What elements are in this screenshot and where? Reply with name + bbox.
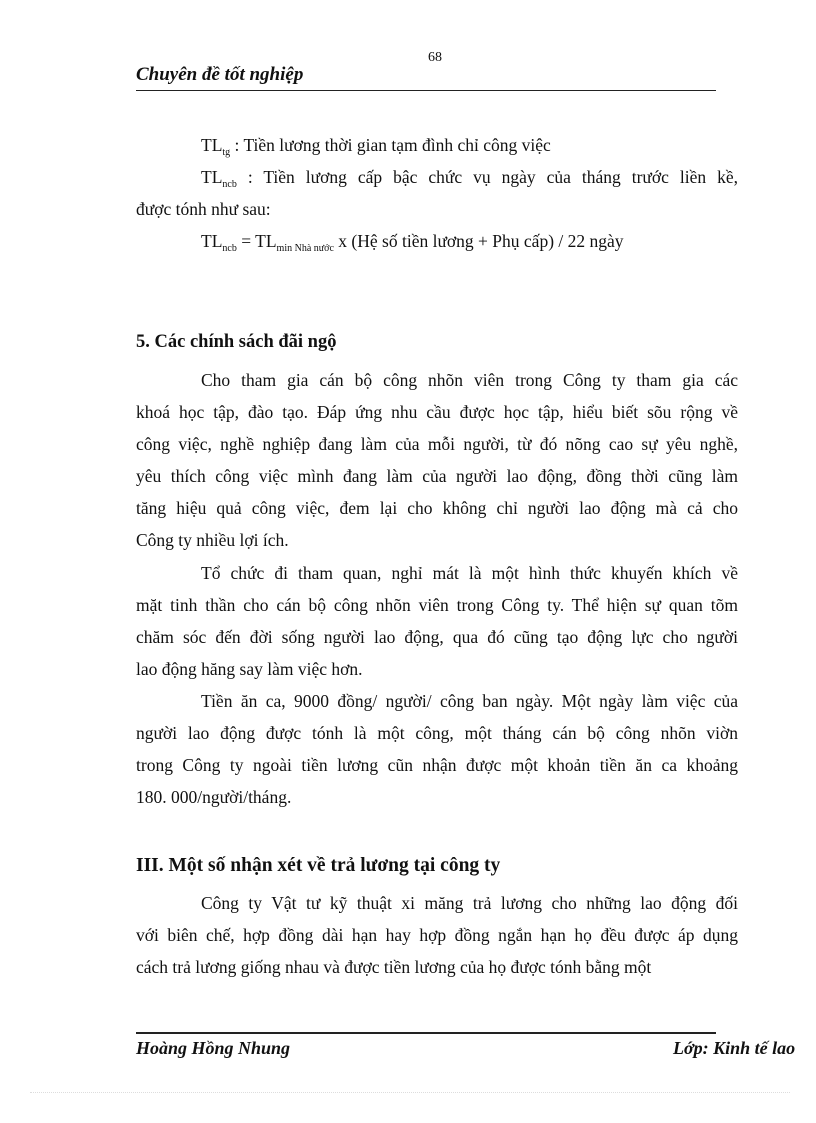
paragraph-line: công việc, nghề nghiệp đang làm của mỗi người, từ đó nõng cao sự yêu nghề, (136, 434, 738, 454)
tl-ncb-line (201, 167, 738, 191)
paragraph-line: tăng hiệu quả công việc, đem lại cho không chỉ người lao động mà cả cho (136, 498, 738, 518)
tl-tg-line (201, 135, 551, 159)
eq-rest: x (Hệ số tiền lương + Phụ cấp) / 22 ngày (338, 231, 624, 251)
tl-ncb-base: TL (201, 167, 223, 187)
paragraph-line: với biên chế, hợp đồng dài hạn hay hợp đồng ngắn hạn họ đều được áp dụng (136, 925, 738, 945)
page-number: 68 (428, 50, 442, 65)
footer-rule (136, 1032, 716, 1034)
eq-lhs-sub: ncb (222, 243, 237, 254)
tl-tg-text: : Tiền lương thời gian tạm đình chỉ công việc (234, 135, 551, 155)
paragraph-line: khoá học tập, đào tạo. Đáp ứng nhu cầu được học tập, hiểu biết sõu rộng về (136, 402, 738, 422)
footer-author: Hoàng Hồng Nhung (136, 1038, 291, 1058)
header-rule (136, 90, 716, 91)
paragraph-line: Cho tham gia cán bộ công nhõn viên trong Công ty tham gia các (201, 370, 738, 390)
tl-tg-sub: tg (222, 147, 231, 158)
footer-class: Lớp: Kinh tế lao (673, 1038, 796, 1058)
section-5-heading: 5. Các chính sách đãi ngộ (136, 332, 337, 352)
eq-rhs-base: TL (255, 231, 277, 251)
paragraph-line: yêu thích công việc mình đang làm của người lao động, đồng thời cũng làm (136, 466, 738, 486)
paragraph-line: người lao động được tónh là một công, một tháng cán bộ công nhõn viờn (136, 723, 738, 743)
paragraph-line: mặt tinh thần cho cán bộ công nhõn viên trong Công ty. Thể hiện sự quan tõm (136, 595, 738, 615)
paragraph-line: trong Công ty ngoài tiền lương cũn nhận được một khoản tiền ăn ca khoảng (136, 755, 738, 775)
section-3-heading: III. Một số nhận xét về trả lương tại công ty (136, 855, 501, 876)
eq-rhs-sub: min Nhà nước (276, 243, 334, 254)
paragraph-line: Tổ chức đi tham quan, nghỉ mát là một hình thức khuyến khích về (201, 563, 738, 583)
page-bottom-border (30, 1092, 790, 1093)
eq-lhs-base: TL (201, 231, 223, 251)
tl-ncb-sub: ncb (222, 179, 237, 190)
paragraph-line: 180. 000/người/tháng. (136, 787, 292, 807)
tl-ncb-text: : Tiền lương cấp bậc chức vụ ngày của tháng trước liền kề, (247, 167, 739, 187)
formula-continuation: được tónh như sau: (136, 199, 271, 219)
tl-tg-base: TL (201, 135, 223, 155)
header-title: Chuyên đề tốt nghiệp (136, 64, 304, 85)
paragraph-line: lao động hăng say làm việc hơn. (136, 659, 363, 679)
paragraph-line: chăm sóc đến đời sống người lao động, qua đó cũng tạo động lực cho người (136, 627, 738, 647)
paragraph-line: Công ty nhiều lợi ích. (136, 530, 289, 550)
formula-equation (201, 231, 624, 255)
paragraph-line: cách trả lương giống nhau và được tiền lương của họ được tónh bằng một (136, 957, 652, 977)
paragraph-line: Tiền ăn ca, 9000 đồng/ người/ công ban ngày. Một ngày làm việc của (201, 691, 738, 711)
eq-equals: = (236, 231, 256, 251)
paragraph-line: Công ty Vật tư kỹ thuật xi măng trả lương cho những lao động đối (201, 893, 738, 913)
